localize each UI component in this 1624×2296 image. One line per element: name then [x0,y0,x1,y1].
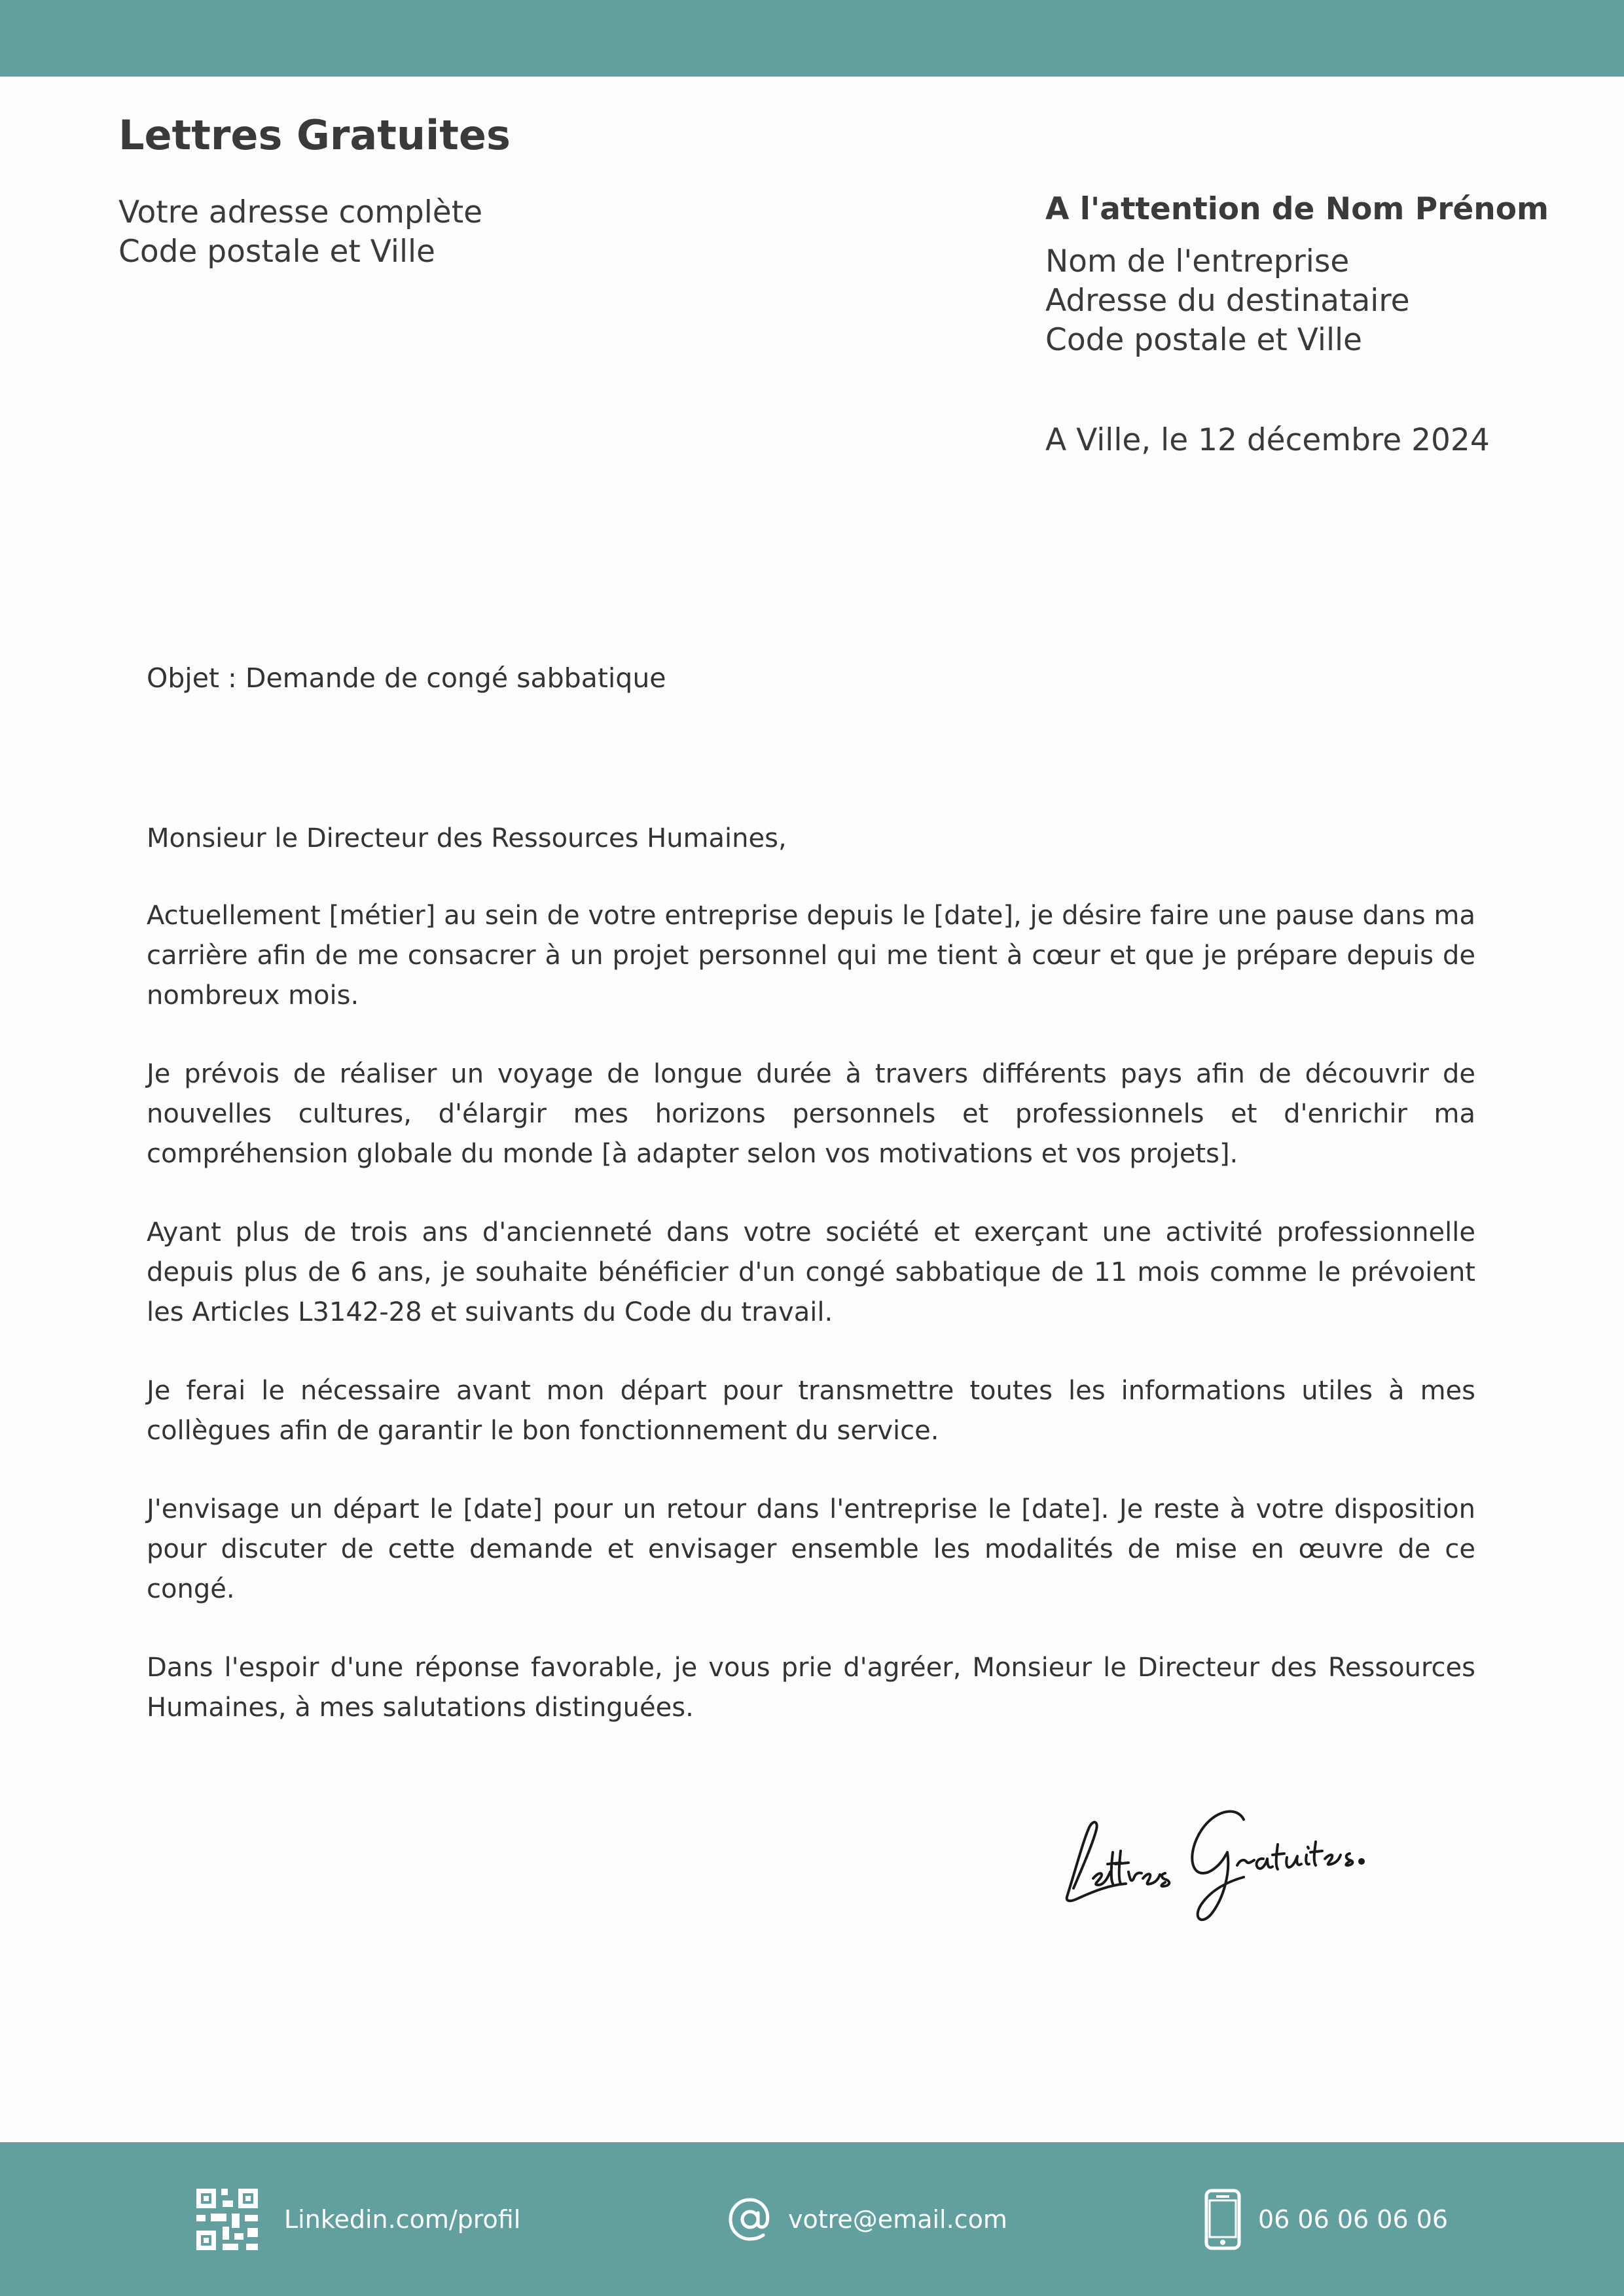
recipient-address: Adresse du destinataire [1045,283,1410,319]
sender-address-block [118,193,482,272]
footer-email[interactable] [727,2142,1007,2296]
phone-number[interactable]: 06 06 06 06 06 [1258,2204,1449,2234]
mobile-phone-icon [1204,2189,1241,2250]
footer-linkedin[interactable] [196,2142,520,2296]
body-paragraph: Ayant plus de trois ans d'ancienneté dans votre société et exerçant une activité professionnelle depuis plus de 6 ans, je souhaite bénéficier d'un congé sabbatique de 11 mois comme le prévoient les Articles L3142-28 et suivants du Code du travail. [147,1217,1475,1327]
letter-body [147,819,1475,1767]
top-accent-band [0,0,1624,77]
body-paragraph: J'envisage un départ le [date] pour un retour dans l'entreprise le [date]. Je reste à votre disposition pour discuter de cette demande et envisager ensemble les modalités de mise en œuvre de ce congé. [147,1494,1475,1604]
qr-code-icon [196,2189,258,2250]
recipient-city: Code postale et Ville [1045,322,1362,358]
footer-band [0,2142,1624,2296]
recipient-block [1045,190,1549,360]
at-sign-icon [727,2196,774,2243]
recipient-company: Nom de l'entreprise [1045,243,1350,279]
body-paragraph: Je ferai le nécessaire avant mon départ pour transmettre toutes les informations utiles à mes collègues afin de garantir le bon fonctionnement du service. [147,1376,1475,1446]
body-paragraph: Dans l'espoir d'une réponse favorable, je vous prie d'agréer, Monsieur le Directeur des Ressources Humaines, à mes salutations distinguées. [147,1653,1475,1723]
letter-date: A Ville, le 12 décembre 2024 [1045,422,1490,458]
sender-city-line: Code postale et Ville [118,234,435,270]
letter-greeting: Monsieur le Directeur des Ressources Humaines, [147,823,787,853]
sender-address-line: Votre adresse complète [118,194,483,230]
handwritten-signature [1047,1780,1440,1937]
letter-subject: Objet : Demande de congé sabbatique [147,662,666,694]
brand-title: Lettres Gratuites [118,111,511,159]
linkedin-link[interactable]: Linkedin.com/profil [284,2204,521,2234]
body-paragraph: Actuellement [métier] au sein de votre entreprise depuis le [date], je désire faire une pause dans ma carrière afin de me consacrer à un projet personnel qui me tient à cœur et que je prépare depuis de nombreux mois. [147,901,1475,1011]
email-link[interactable]: votre@email.com [788,2204,1007,2234]
body-paragraph: Je prévois de réaliser un voyage de longue durée à travers différents pays afin de découvrir de nouvelles cultures, d'élargir mes horizons personnels et professionnels et d'enrichir ma compréhension globale du monde [à adapter selon vos motivations et vos projets]. [147,1059,1475,1169]
recipient-attention: A l'attention de Nom Prénom [1045,191,1549,227]
footer-phone[interactable] [1204,2142,1448,2296]
